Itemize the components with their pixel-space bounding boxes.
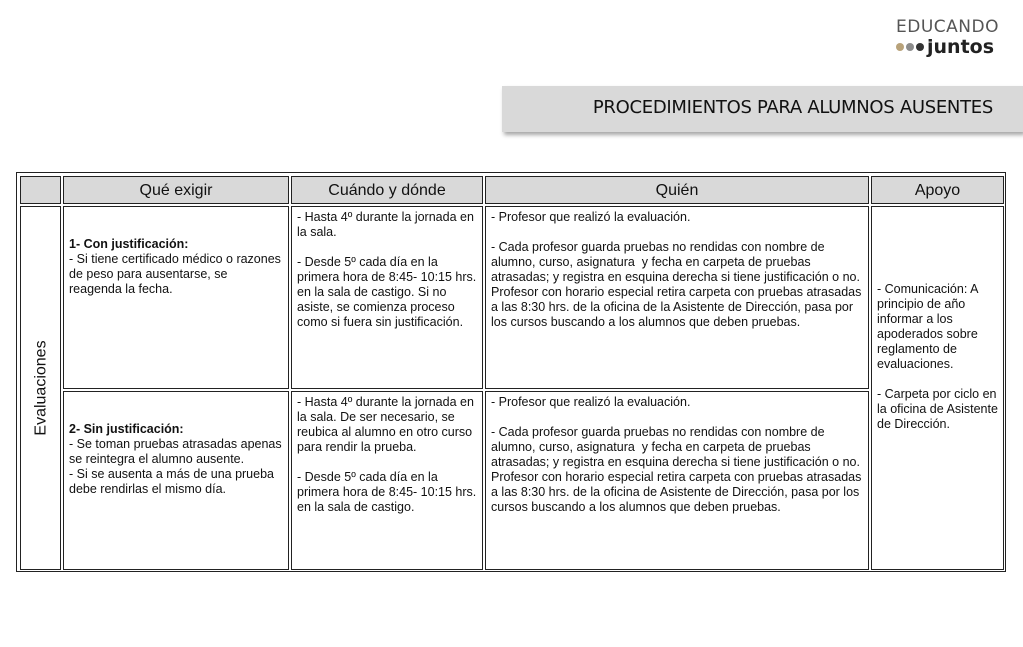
header-apoyo: Apoyo [871, 176, 1004, 204]
row1-quien [485, 206, 869, 389]
row2-cuando-b: - Desde 5º cada día en la primera hora de 8:45- 10:15 hrs. en la sala de castigo. [297, 470, 480, 514]
logo-dot-2 [906, 43, 914, 51]
title-band [502, 86, 1023, 132]
row2-quien-a: - Profesor que realizó la evaluación. [491, 395, 691, 409]
row2-quien-b: - Cada profesor guarda pruebas no rendidas con nombre de alumno, curso, asignatura y fecha en carpeta de pruebas atrasadas; y registra en esquina derecha si tiene justificación o no. Profesor con horario especial retira carpeta con pruebas atrasadas a las 8:30 hrs. de la oficina de Asistente de Dirección, pasa por los cursos buscando a los alumnos que deben pruebas. [491, 425, 865, 514]
header-cuando-donde: Cuándo y dónde [291, 176, 483, 204]
apoyo-a: - Comunicación: A principio de año informar a los apoderados sobre reglamento de evaluaciones. [877, 282, 982, 371]
row2-cuando-a: - Hasta 4º durante la jornada en la sala. De ser necesario, se reubica al alumno en otro curso para rendir la prueba. [297, 395, 478, 454]
logo-dot-1 [896, 43, 904, 51]
row2-cuando-donde [291, 391, 483, 570]
logo-top-text: EDUCANDO [896, 17, 999, 37]
apoyo-cell [871, 206, 1004, 570]
row1-cuando-donde [291, 206, 483, 389]
row1-quien-b: - Cada profesor guarda pruebas no rendidas con nombre de alumno, curso, asignatura y fecha en carpeta de pruebas atrasadas; y registra en esquina derecha si tiene justificación o no. Profesor con horario especial retira carpeta con pruebas atrasadas a las 8:30 hrs. de la oficina de la Asistente de Dirección, pasa por los cursos buscando a los alumnos que deben pruebas. [491, 240, 865, 329]
row2-que-title: 2- Sin justificación: [69, 422, 184, 436]
logo-bottom-text: juntos [927, 36, 995, 58]
procedures-table [16, 172, 1006, 572]
row2-que-exigir [63, 391, 289, 570]
logo-dots-icon [896, 43, 924, 51]
row1-que-exigir [63, 206, 289, 389]
header-quien: Quién [485, 176, 869, 204]
page-title: PROCEDIMIENTOS PARA ALUMNOS AUSENTES [592, 97, 993, 118]
logo-bottom-row [896, 37, 996, 57]
header-corner-cell [20, 176, 61, 204]
side-label-evaluaciones: Evaluaciones [32, 340, 49, 436]
side-cell [20, 206, 61, 570]
row1-que-title: 1- Con justificación: [69, 237, 189, 251]
logo [896, 17, 999, 58]
header-que-exigir: Qué exigir [63, 176, 289, 204]
row1-quien-a: - Profesor que realizó la evaluación. [491, 210, 691, 224]
logo-dot-3 [916, 43, 924, 51]
apoyo-b: - Carpeta por ciclo en la oficina de Asistente de Dirección. [877, 387, 1002, 431]
row2-quien [485, 391, 869, 570]
row1-cuando-b: - Desde 5º cada día en la primera hora de 8:45- 10:15 hrs. en la sala de castigo. Si no asiste, se comienza proceso como si fuera sin justificación. [297, 255, 480, 329]
row1-que-body: - Si tiene certificado médico o razones de peso para ausentarse, se reagenda la fecha. [69, 252, 285, 296]
row2-que-body: - Se toman pruebas atrasadas apenas se reintegra el alumno ausente. - Si se ausenta a más de una prueba debe rendirlas el mismo día. [69, 437, 282, 496]
row1-cuando-a: - Hasta 4º durante la jornada en la sala. [297, 210, 478, 239]
